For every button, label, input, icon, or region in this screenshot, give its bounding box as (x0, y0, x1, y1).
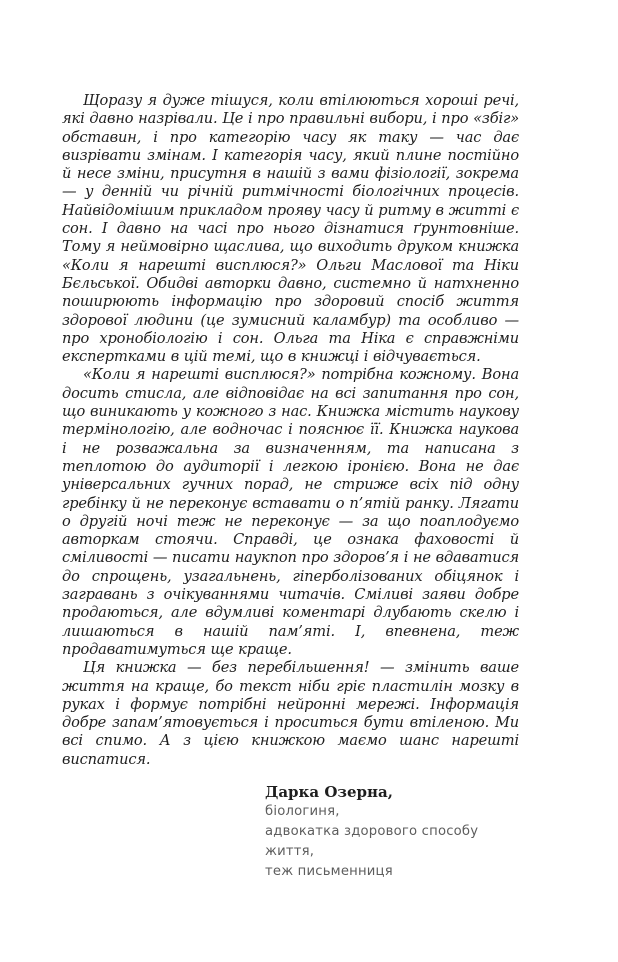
signature-block (265, 782, 519, 882)
signature-role-3: теж письменниця (265, 863, 393, 879)
foreword-paragraph-2: «Коли я нарешті висплюся?» потрібна кожному. Вона досить стисла, але відповідає на всі запитання про сон, що виникають у кожного з нас. Книжка містить наукову термінологію, але водночас і пояснює її. Книжка наукова і не розважальна за визначенням, та написана з теплотою до аудиторії і легкою іронією. Вона не дає універсальних гучних порад, не стриже всіх під одну гребінку й не переконує вставати о п’ятій ранку. Лягати о другій ночі теж не переконує — за що поаплодуємо авторкам стоячи. Справді, це ознака фаховості й сміливості — писати наукпоп про здоров’я і не вдаватися до спрощень, узагальнень, гіперболізованих обіцянок і загравань з очікуваннями читачів. Сміливі заяви добре продаються, але вдумливі коментарі длубають скелю і лишаються в нашій пам’яті. І, впевнена, теж продаватимуться ще краще. (62, 366, 519, 658)
signature-role-2: адвокатка здорового способу життя, (265, 823, 479, 859)
signature-name: Дарка Озерна, (265, 782, 393, 801)
foreword-paragraph-3: Ця книжка — без перебільшення! — змінить ваше життя на краще, бо текст ніби гріє пластилін мозку в руках і формує потрібні нейронні мережі. Інформація добре запам’ятовується і проситься бути втіленою. Ми всі спимо. А з цією книжкою маємо шанс нарешті виспатися. (62, 659, 519, 768)
foreword-text-block (62, 92, 519, 882)
foreword-paragraph-1: Щоразу я дуже тішуся, коли втілюються хороші речі, які давно назрівали. Це і про правильні вибори, і про «збіг» обставин, і про категорію часу як таку — час дає визрівати змінам. І категорія часу, який плине постійно й несе зміни, присутня в нашій з вами фізіології, зокрема — у денній чи річній ритмічності біологічних процесів. Найвідомішим прикладом прояву часу й ритму в житті є сон. І давно на часі про нього дізнатися ґрунтовніше. Тому я неймовірно щаслива, що виходить друком книжка «Коли я нарешті висплюся?» Ольги Маслової та Ніки Бєльської. Обидві авторки давно, системно й натхненно поширюють інформацію про здоровий спосіб життя здорової людини (це зумисний каламбур) та особливо — про хронобіологію і сон. Ольга та Ніка є справжніми експертками в цій темі, що в книжці і відчувається. (62, 92, 519, 366)
signature-role-1: біологиня, (265, 803, 340, 819)
